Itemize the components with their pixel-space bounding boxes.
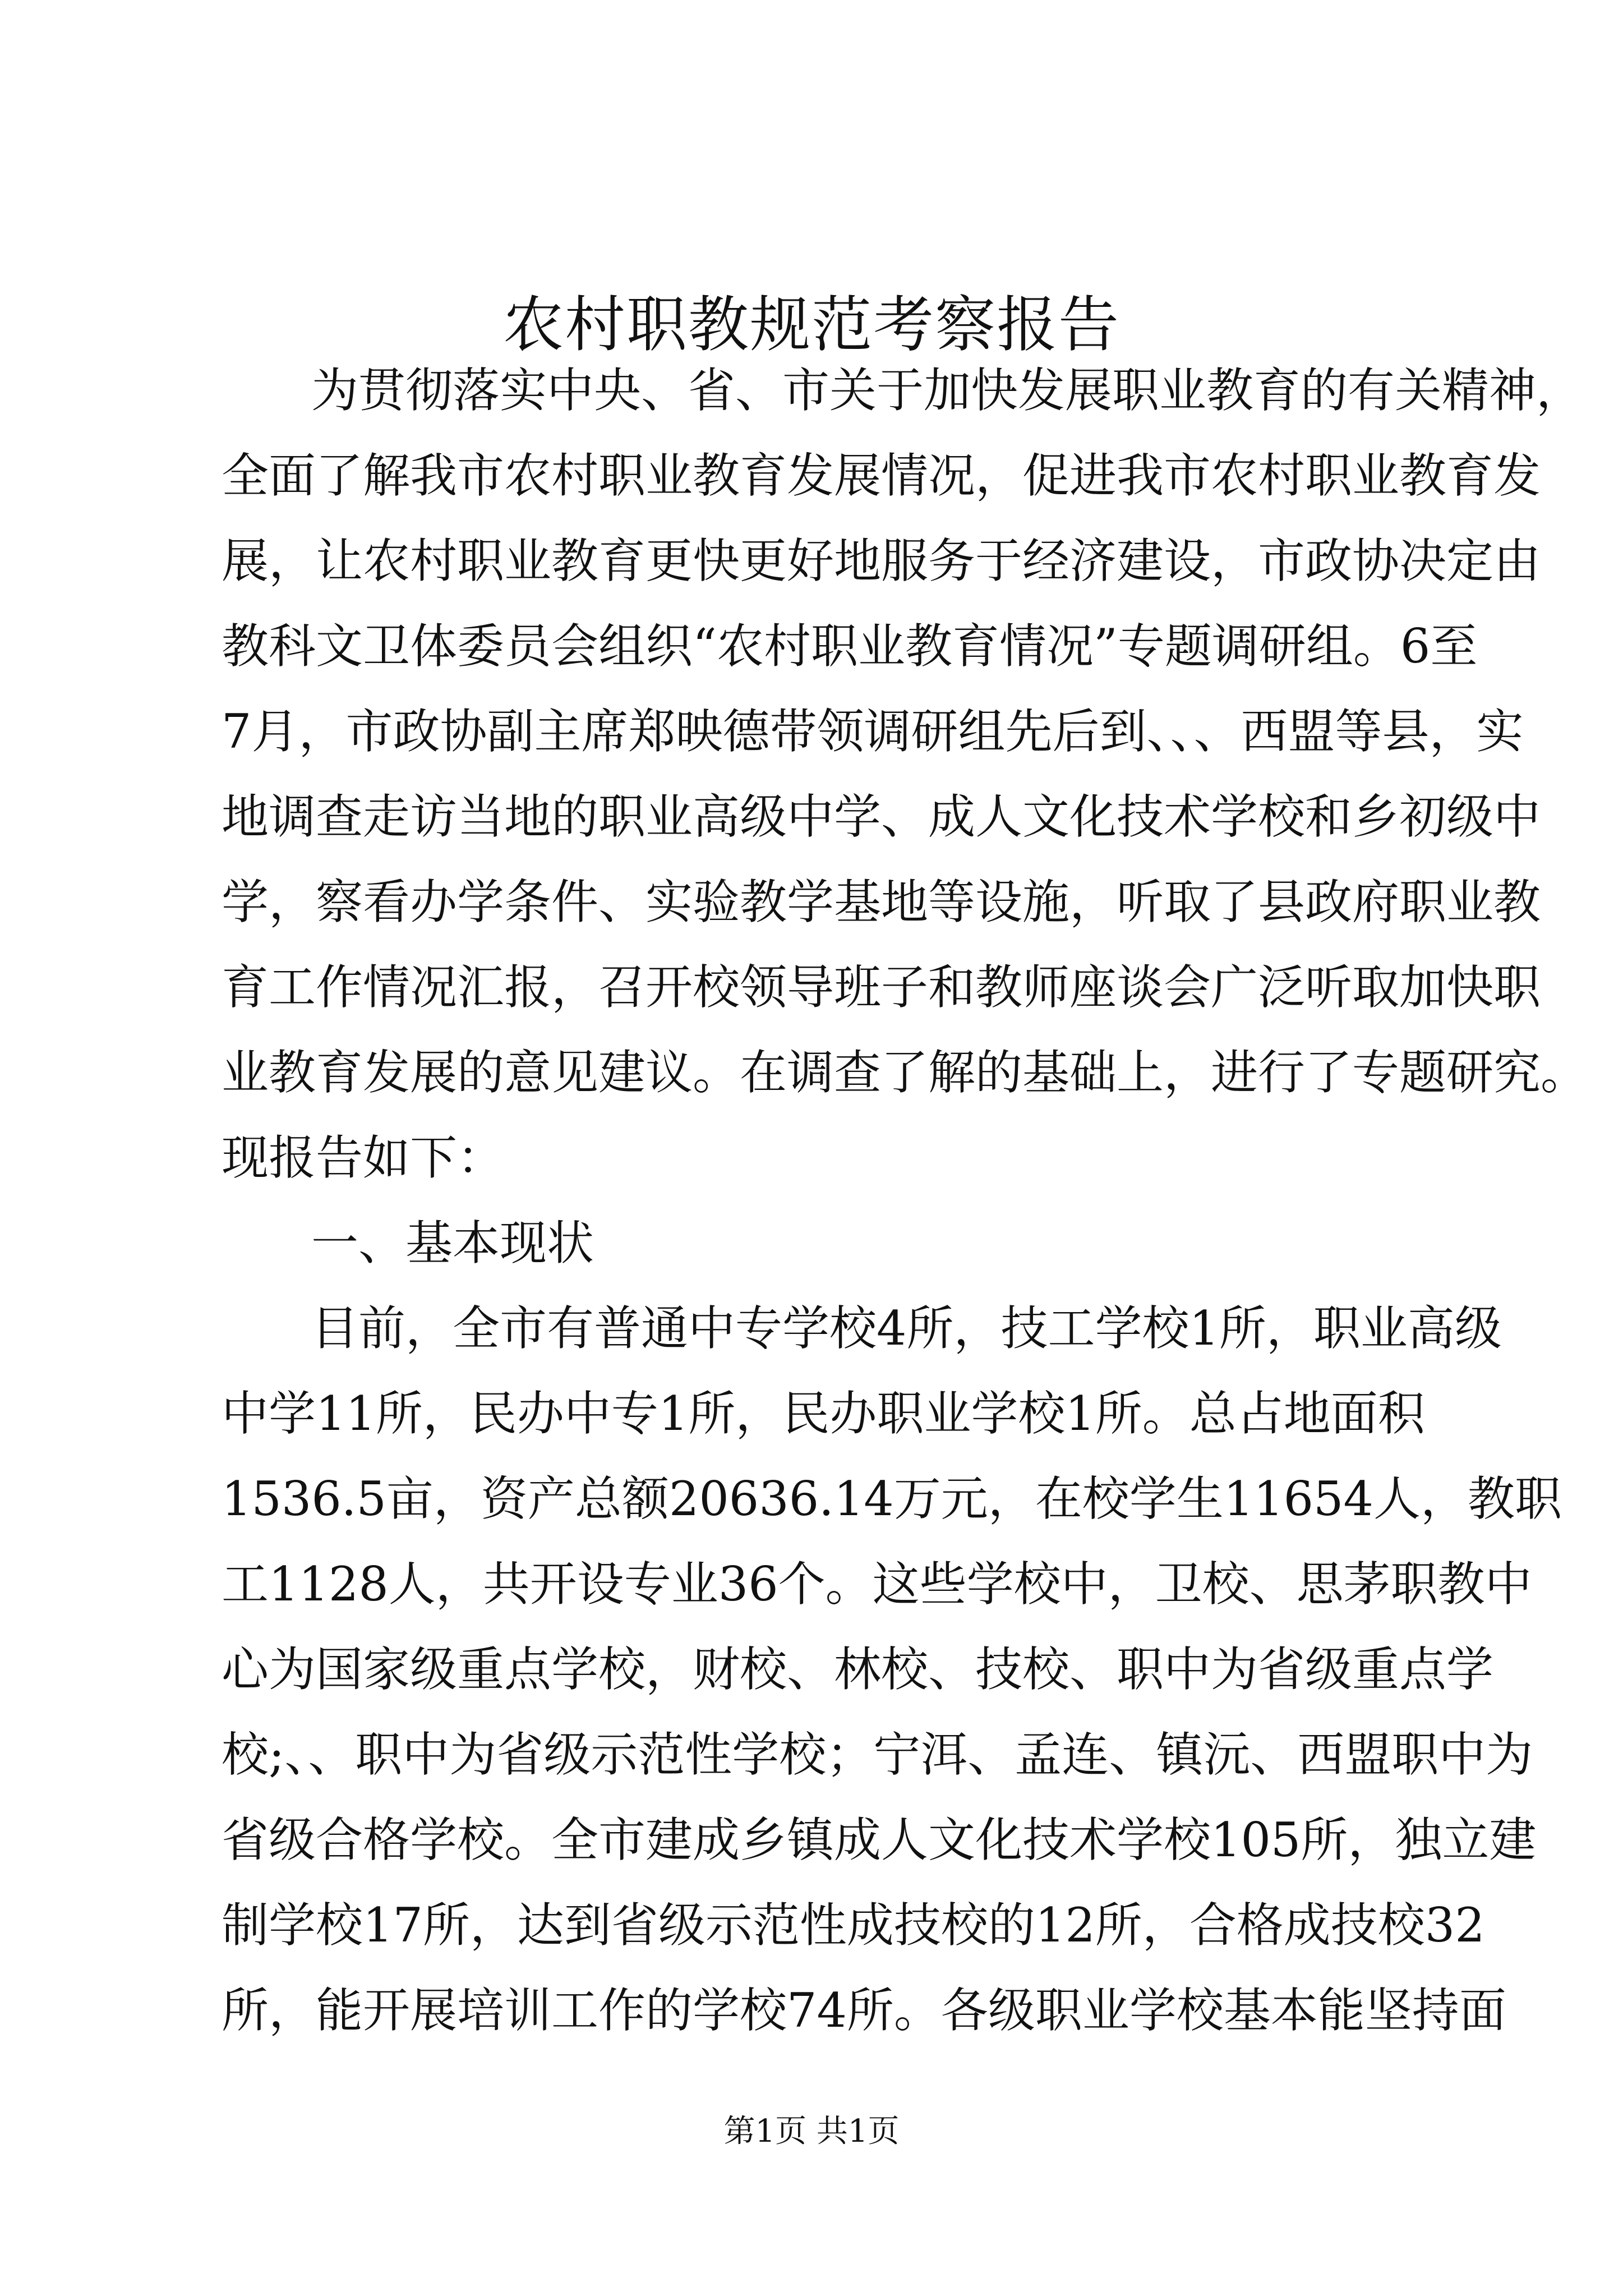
paragraph-line: 业教育发展的意见建议。在调查了解的基础上，进行了专题研究。 bbox=[222, 1045, 1588, 1100]
paragraph-line: 中学11所，民办中专1所，民办职业学校1所。总占地面积 bbox=[222, 1386, 1425, 1441]
paragraph-line: 地调查走访当地的职业高级中学、成人文化技术学校和乡初级中 bbox=[222, 789, 1541, 844]
page-number-label: 第1页 共1页 bbox=[723, 2113, 900, 2150]
paragraph-line: 育工作情况汇报，召开校领导班子和教师座谈会广泛听取加快职 bbox=[222, 960, 1541, 1015]
paragraph-line: 目前，全市有普通中专学校4所，技工学校1所，职业高级 bbox=[311, 1301, 1502, 1356]
document-title: 农村职教规范考察报告 bbox=[502, 290, 1120, 360]
paragraph-line: 全面了解我市农村职业教育发展情况，促进我市农村职业教育发 bbox=[222, 448, 1541, 503]
document-body bbox=[222, 348, 1588, 2053]
paragraph-line: 校;、、职中为省级示范性学校；宁洱、孟连、镇沅、西盟职中为 bbox=[222, 1727, 1533, 1782]
paragraph-line: 1536.5亩，资产总额20636.14万元，在校学生11654人，教职 bbox=[222, 1471, 1562, 1526]
paragraph-line: 展，让农村职业教育更快更好地服务于经济建设，市政协决定由 bbox=[222, 533, 1541, 588]
paragraph-line: 为贯彻落实中央、省、市关于加快发展职业教育的有关精神， bbox=[311, 363, 1584, 418]
paragraph-line: 心为国家级重点学校，财校、林校、技校、职中为省级重点学 bbox=[222, 1642, 1494, 1697]
paragraph-line: 省级合格学校。全市建成乡镇成人文化技术学校105所，独立建 bbox=[222, 1812, 1537, 1867]
paragraph-line: 教科文卫体委员会组织“农村职业教育情况”专题调研组。6至 bbox=[222, 619, 1478, 674]
paragraph-line: 制学校17所，达到省级示范性成技校的12所，合格成技校32 bbox=[222, 1898, 1485, 1953]
paragraph-line: 工1128人，共开设专业36个。这些学校中，卫校、思茅职教中 bbox=[222, 1557, 1532, 1612]
page-footer bbox=[0, 2109, 1623, 2154]
paragraph-line: 现报告如下： bbox=[222, 1130, 505, 1185]
section-heading: 一、基本现状 bbox=[311, 1216, 594, 1271]
paragraph-line: 所，能开展培训工作的学校74所。各级职业学校基本能坚持面 bbox=[222, 1983, 1506, 2038]
paragraph-line: 学，察看办学条件、实验教学基地等设施，听取了县政府职业教 bbox=[222, 875, 1541, 930]
paragraph-line: 7月，市政协副主席郑映德带领调研组先后到、、、西盟等县，实 bbox=[222, 704, 1524, 759]
